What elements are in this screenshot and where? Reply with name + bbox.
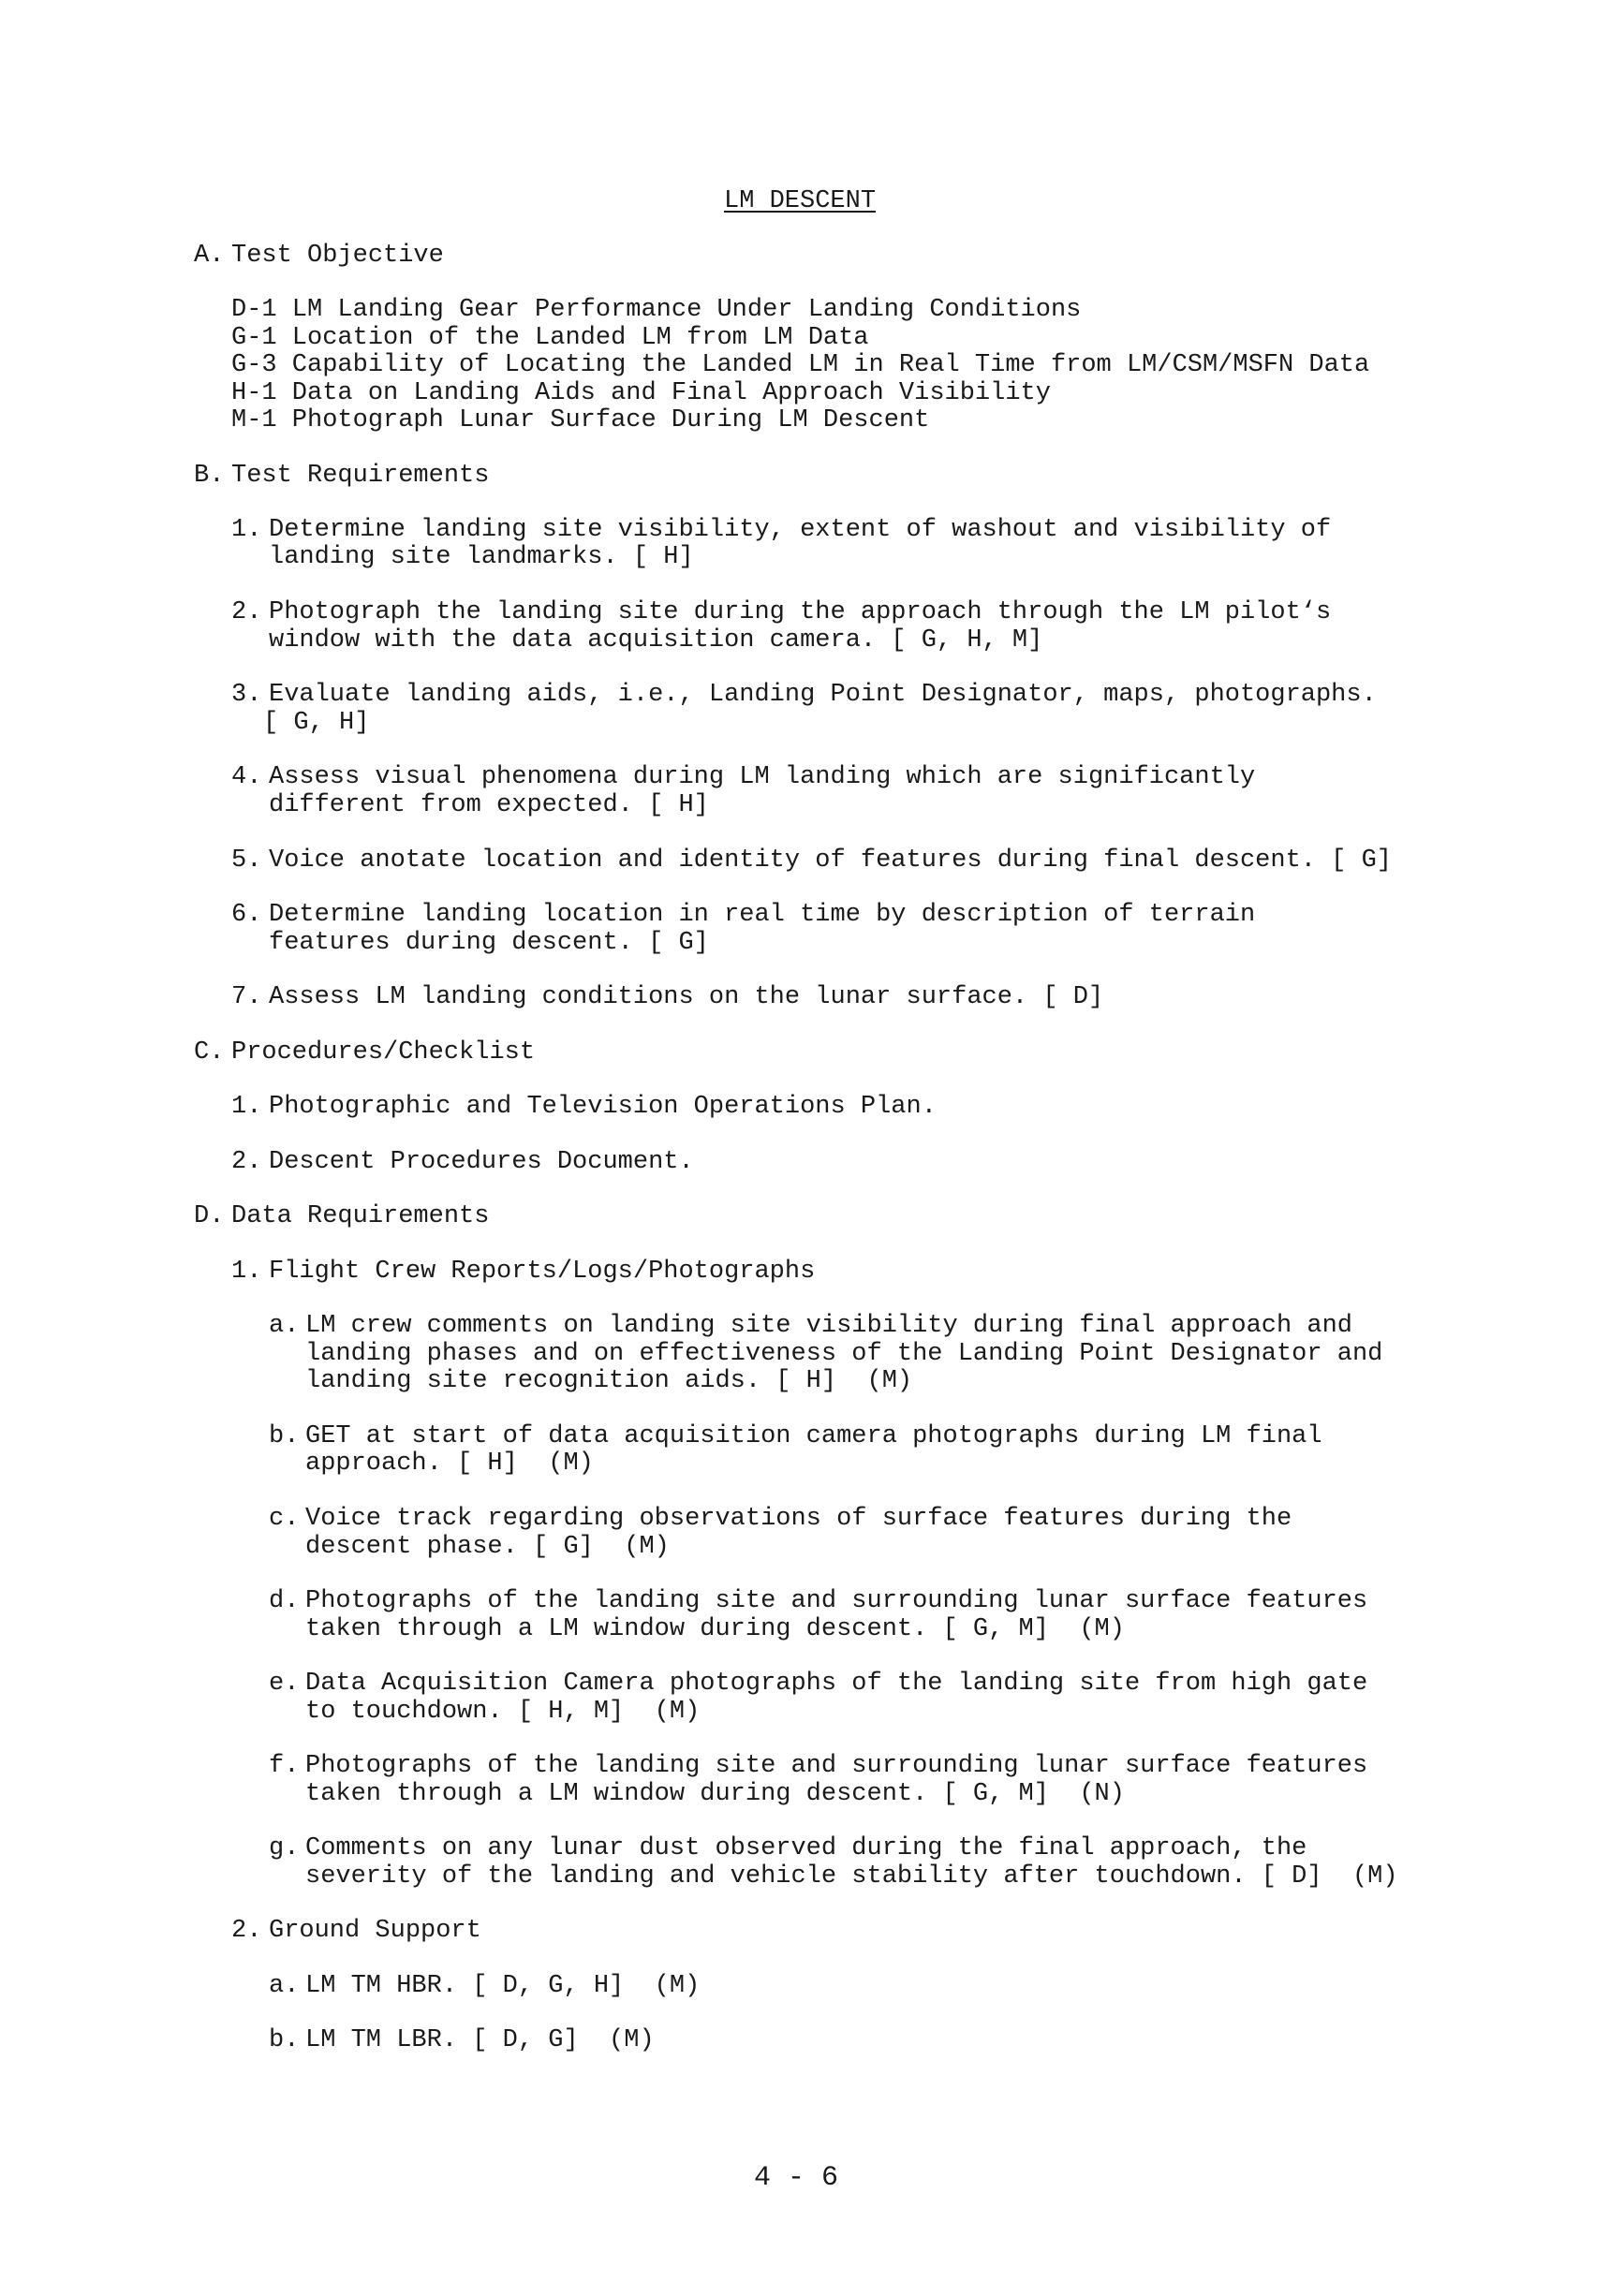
list-item-marker: 2. <box>231 598 262 626</box>
list-item-marker: 4. <box>231 763 262 791</box>
list-item-marker: 1. <box>231 1093 262 1121</box>
list-item-text: Evaluate landing aids, i.e., Landing Point Designator, maps, photographs. <box>269 681 1377 709</box>
objective-line: M-1 Photograph Lunar Surface During LM Descent <box>231 406 930 434</box>
subsection-heading: Flight Crew Reports/Logs/Photographs <box>269 1258 816 1286</box>
list-item-marker: 3. <box>231 681 262 709</box>
sub-item-text: Photographs of the landing site and surrounding lunar surface features <box>305 1752 1368 1780</box>
sub-item-marker: a. <box>269 1312 300 1340</box>
sub-item-marker: a. <box>269 1972 300 2000</box>
subsection-marker: 1. <box>231 1258 262 1286</box>
sub-item-text: severity of the landing and vehicle stability after touchdown. [ D] (M) <box>305 1862 1398 1891</box>
section-b-marker: B. <box>194 462 225 490</box>
sub-item-text: taken through a LM window during descent. [ G, M] (N) <box>305 1780 1125 1808</box>
sub-item-text: Comments on any lunar dust observed during the final approach, the <box>305 1834 1307 1862</box>
sub-item-text: Data Acquisition Camera photographs of the landing site from high gate <box>305 1670 1368 1698</box>
subsection-heading: Ground Support <box>269 1917 481 1945</box>
objective-line: G-3 Capability of Locating the Landed LM in Real Time from LM/CSM/MSFN Data <box>231 351 1370 379</box>
section-d-heading: Data Requirements <box>231 1202 490 1230</box>
section-c-marker: C. <box>194 1038 225 1067</box>
sub-item-marker: b. <box>269 1422 300 1450</box>
list-item-text: Photographic and Television Operations Plan. <box>269 1093 937 1121</box>
list-item-marker: 1. <box>231 516 262 544</box>
sub-item-text: landing phases and on effectiveness of the Landing Point Designator and <box>305 1340 1383 1368</box>
sub-item-text: approach. [ H] (M) <box>305 1450 594 1478</box>
list-item-text: different from expected. [ H] <box>269 791 709 819</box>
sub-item-text: taken through a LM window during descent. [ G, M] (M) <box>305 1615 1125 1643</box>
list-item-text: Assess LM landing conditions on the lunar surface. [ D] <box>269 983 1104 1011</box>
objective-line: D-1 LM Landing Gear Performance Under Landing Conditions <box>231 296 1082 324</box>
list-item-text: window with the data acquisition camera. [ G, H, M] <box>269 626 1043 655</box>
list-item-text: landing site landmarks. [ H] <box>269 543 694 571</box>
objective-line: G-1 Location of the Landed LM from LM Data <box>231 324 869 352</box>
list-item-text: Descent Procedures Document. <box>269 1148 694 1176</box>
list-item-text: Assess visual phenomena during LM landing which are significantly <box>269 763 1256 791</box>
sub-item-text: descent phase. [ G] (M) <box>305 1533 670 1561</box>
list-item-text: [ G, H] <box>263 709 370 737</box>
list-item-marker: 2. <box>231 1148 262 1176</box>
list-item-text: features during descent. [ G] <box>269 929 709 957</box>
section-d-marker: D. <box>194 1202 225 1230</box>
sub-item-text: Photographs of the landing site and surrounding lunar surface features <box>305 1587 1368 1615</box>
sub-item-text: LM crew comments on landing site visibility during final approach and <box>305 1312 1352 1340</box>
list-item-marker: 5. <box>231 846 262 875</box>
sub-item-text: landing site recognition aids. [ H] (M) <box>305 1367 913 1395</box>
sub-item-text: LM TM HBR. [ D, G, H] (M) <box>305 1972 701 2000</box>
list-item-text: Determine landing site visibility, extent of washout and visibility of <box>269 516 1332 544</box>
sub-item-text: Voice track regarding observations of surface features during the <box>305 1505 1292 1533</box>
section-a-heading: Test Objective <box>231 242 444 270</box>
list-item-text: Photograph the landing site during the approach through the LM pilot‘s <box>269 598 1332 626</box>
section-b-heading: Test Requirements <box>231 462 490 490</box>
sub-item-marker: e. <box>269 1670 300 1698</box>
sub-item-text: GET at start of data acquisition camera photographs during LM final <box>305 1422 1322 1450</box>
objective-line: H-1 Data on Landing Aids and Final Approach Visibility <box>231 379 1051 407</box>
sub-item-text: LM TM LBR. [ D, G] (M) <box>305 2026 655 2054</box>
sub-item-marker: c. <box>269 1505 300 1533</box>
sub-item-marker: d. <box>269 1587 300 1615</box>
sub-item-marker: g. <box>269 1834 300 1862</box>
subsection-marker: 2. <box>231 1917 262 1945</box>
list-item-text: Voice anotate location and identity of features during final descent. [ G] <box>269 846 1392 875</box>
list-item-marker: 7. <box>231 983 262 1011</box>
sub-item-marker: b. <box>269 2026 300 2054</box>
list-item-marker: 6. <box>231 901 262 929</box>
page-title: LM DESCENT <box>724 187 877 215</box>
sub-item-text: to touchdown. [ H, M] (M) <box>305 1698 701 1726</box>
sub-item-marker: f. <box>269 1752 300 1780</box>
section-c-heading: Procedures/Checklist <box>231 1038 536 1067</box>
page-number: 4 - 6 <box>754 2162 839 2194</box>
section-a-marker: A. <box>194 242 225 270</box>
list-item-text: Determine landing location in real time by description of terrain <box>269 901 1256 929</box>
